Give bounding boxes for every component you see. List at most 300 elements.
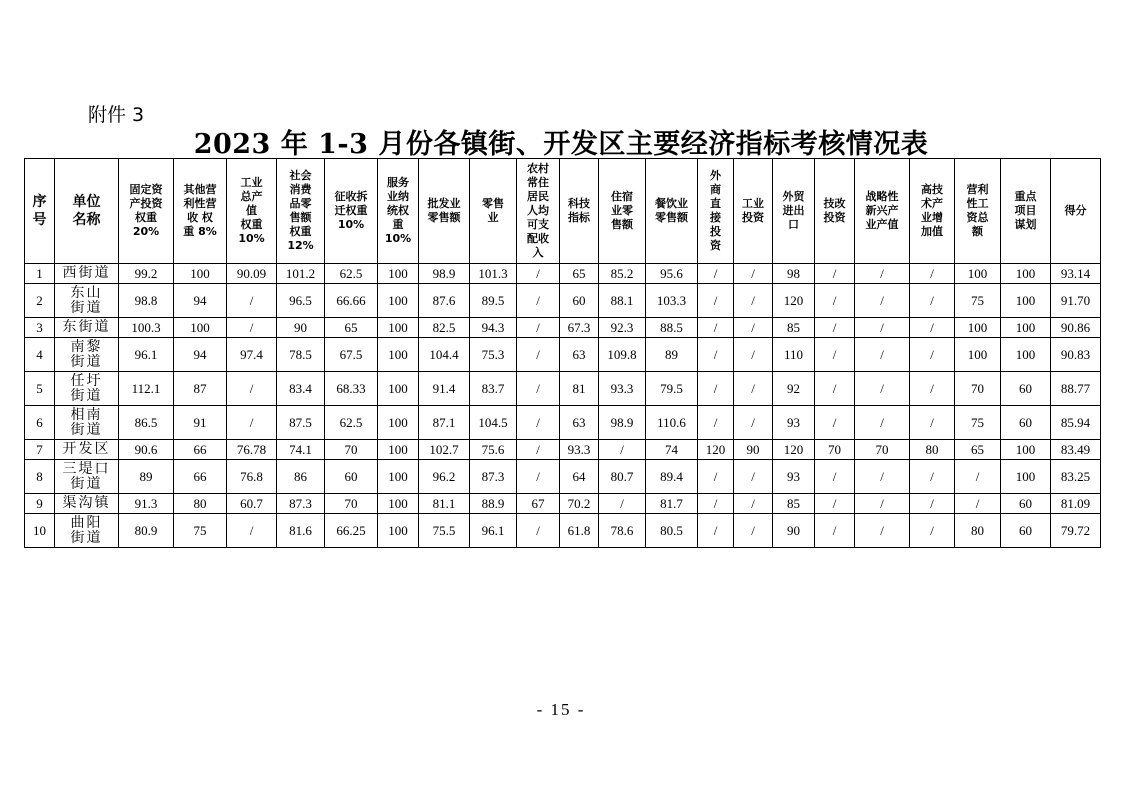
column-header-label: 工业 投资 <box>742 197 764 224</box>
table-cell: 70 <box>955 372 1001 406</box>
table-cell: 60 <box>1001 494 1051 514</box>
table-cell: 90 <box>734 440 773 460</box>
table-cell: 98.9 <box>419 264 470 284</box>
table-cell: 85 <box>773 318 815 338</box>
table-cell: 87.6 <box>419 284 470 318</box>
table-cell: 70 <box>855 440 910 460</box>
table-cell: / <box>599 440 646 460</box>
table-cell: 99.2 <box>119 264 174 284</box>
table-cell: 86 <box>277 460 325 494</box>
table-cell: / <box>698 264 734 284</box>
table-cell: / <box>815 494 855 514</box>
table-cell: 80.9 <box>119 514 174 548</box>
table-cell: 75 <box>955 406 1001 440</box>
table-cell: / <box>955 494 1001 514</box>
table-cell: / <box>517 284 560 318</box>
table-cell: 120 <box>773 284 815 318</box>
column-header <box>698 159 734 264</box>
table-cell: 82.5 <box>419 318 470 338</box>
table-cell: 81.6 <box>277 514 325 548</box>
table-cell: / <box>734 460 773 494</box>
table-cell: 60 <box>1001 514 1051 548</box>
table-cell: 100.3 <box>119 318 174 338</box>
table-cell: / <box>855 338 910 372</box>
table-cell: / <box>855 460 910 494</box>
column-header <box>1001 159 1051 264</box>
table-cell: / <box>698 318 734 338</box>
table-cell: 93.14 <box>1051 264 1101 284</box>
table-cell: 91.3 <box>119 494 174 514</box>
table-cell: 83.25 <box>1051 460 1101 494</box>
column-header-label: 餐饮业 零售额 <box>655 197 688 224</box>
unit-name: 东山 街道 <box>70 284 103 316</box>
table-cell: 60 <box>1001 406 1051 440</box>
table-cell: 90.09 <box>227 264 277 284</box>
column-header <box>55 159 119 264</box>
table-cell: 90 <box>277 318 325 338</box>
table-cell: 88.9 <box>470 494 517 514</box>
table-cell: 87.5 <box>277 406 325 440</box>
table-cell: 89.4 <box>646 460 698 494</box>
table-cell: / <box>734 264 773 284</box>
unit-name-cell <box>55 460 119 494</box>
table-cell: 91 <box>174 406 227 440</box>
column-header-label: 科技 指标 <box>568 197 590 224</box>
table-cell: 70 <box>325 494 378 514</box>
table-cell: 89 <box>119 460 174 494</box>
table-cell: / <box>517 338 560 372</box>
unit-name: 任圩 街道 <box>70 372 103 404</box>
table-cell: / <box>698 406 734 440</box>
column-header <box>325 159 378 264</box>
table-cell: / <box>517 406 560 440</box>
table-cell: 87.1 <box>419 406 470 440</box>
table-cell: 80 <box>910 440 955 460</box>
table-cell: 76.8 <box>227 460 277 494</box>
table-cell: 78.6 <box>599 514 646 548</box>
table-cell: 91.70 <box>1051 284 1101 318</box>
column-header <box>560 159 599 264</box>
unit-name-cell <box>55 440 119 460</box>
table-cell: 83.7 <box>470 372 517 406</box>
column-header <box>517 159 560 264</box>
table-header-row <box>25 159 1101 264</box>
column-header <box>646 159 698 264</box>
table-cell: 109.8 <box>599 338 646 372</box>
table-cell: / <box>734 406 773 440</box>
table-cell: 61.8 <box>560 514 599 548</box>
table-cell: / <box>734 318 773 338</box>
table-cell: 65 <box>325 318 378 338</box>
table-cell: 68.33 <box>325 372 378 406</box>
table-cell: / <box>910 284 955 318</box>
table-cell: 81.7 <box>646 494 698 514</box>
table-cell: / <box>815 264 855 284</box>
table-cell: / <box>698 372 734 406</box>
table-cell: 100 <box>378 284 419 318</box>
page-title: 2023 年 1-3 月份各镇街、开发区主要经济指标考核情况表 <box>193 129 929 160</box>
table-cell: 100 <box>1001 264 1051 284</box>
table-cell: 98 <box>773 264 815 284</box>
column-header-label: 外贸 进出 口 <box>782 190 805 231</box>
table-cell: / <box>910 338 955 372</box>
row-index-cell: 4 <box>25 338 55 372</box>
table-cell: / <box>698 494 734 514</box>
table-cell: 100 <box>1001 318 1051 338</box>
table-cell: 93 <box>773 406 815 440</box>
table-cell: 93 <box>773 460 815 494</box>
table-cell: 120 <box>773 440 815 460</box>
table-cell: 70.2 <box>560 494 599 514</box>
table-cell: 66.66 <box>325 284 378 318</box>
table-cell: 66 <box>174 440 227 460</box>
column-header-label: 批发业 零售额 <box>427 197 461 224</box>
table-cell: 87.3 <box>470 460 517 494</box>
column-header <box>119 159 174 264</box>
column-header-label: 序 号 <box>32 194 47 228</box>
table-cell: 100 <box>378 460 419 494</box>
table-cell: 120 <box>698 440 734 460</box>
table-cell: / <box>815 406 855 440</box>
table-cell: 85 <box>773 494 815 514</box>
table-cell: 79.72 <box>1051 514 1101 548</box>
table-cell: 100 <box>378 264 419 284</box>
column-header <box>734 159 773 264</box>
table-cell: 74.1 <box>277 440 325 460</box>
table-cell: 79.5 <box>646 372 698 406</box>
unit-name: 西街道 <box>62 265 111 281</box>
table-cell: 102.7 <box>419 440 470 460</box>
column-header-label: 外 商 直 接 投 资 <box>710 169 721 252</box>
table-cell: 75.5 <box>419 514 470 548</box>
column-header-label: 住宿 业零 售额 <box>611 190 633 231</box>
table-cell: 65 <box>955 440 1001 460</box>
column-header-label: 社会 消费 品零 售额 权重 12% <box>287 169 314 252</box>
column-header-label: 工业 总产 值 权重 10% <box>238 176 265 245</box>
table-cell: / <box>815 514 855 548</box>
table-row <box>25 440 1101 460</box>
table-row <box>25 318 1101 338</box>
table-cell: / <box>910 460 955 494</box>
table-cell: 83.4 <box>277 372 325 406</box>
table-cell: / <box>955 460 1001 494</box>
table-cell: 75 <box>174 514 227 548</box>
table-cell: 85.2 <box>599 264 646 284</box>
table-cell: / <box>599 494 646 514</box>
table-cell: / <box>815 284 855 318</box>
table-cell: / <box>815 460 855 494</box>
table-cell: / <box>734 514 773 548</box>
table-cell: 100 <box>378 514 419 548</box>
table-cell: 100 <box>1001 460 1051 494</box>
unit-name: 东街道 <box>62 319 111 335</box>
table-cell: 90.86 <box>1051 318 1101 338</box>
unit-name-cell <box>55 264 119 284</box>
table-row <box>25 406 1101 440</box>
attachment-label: 附件 3 <box>88 104 145 126</box>
table-cell: / <box>698 284 734 318</box>
table-cell: 63 <box>560 406 599 440</box>
table-cell: / <box>227 514 277 548</box>
table-cell: 66 <box>174 460 227 494</box>
column-header <box>470 159 517 264</box>
table-row <box>25 460 1101 494</box>
table-cell: / <box>815 372 855 406</box>
unit-name-cell <box>55 284 119 318</box>
table-cell: 86.5 <box>119 406 174 440</box>
column-header <box>855 159 910 264</box>
table-cell: / <box>910 318 955 338</box>
table-cell: 83.49 <box>1051 440 1101 460</box>
table-row <box>25 284 1101 318</box>
column-header <box>25 159 55 264</box>
column-header-label: 服务 业纳 统权 重 10% <box>384 176 412 245</box>
table-cell: 81.1 <box>419 494 470 514</box>
table-row <box>25 264 1101 284</box>
table-row <box>25 372 1101 406</box>
table-cell: / <box>227 284 277 318</box>
table-cell: 60 <box>325 460 378 494</box>
table-cell: / <box>815 318 855 338</box>
table-cell: / <box>698 460 734 494</box>
table-cell: 94 <box>174 338 227 372</box>
table-cell: 100 <box>378 338 419 372</box>
table-cell: 81.09 <box>1051 494 1101 514</box>
table-row <box>25 338 1101 372</box>
table-cell: / <box>855 284 910 318</box>
table-cell: 78.5 <box>277 338 325 372</box>
table-cell: / <box>517 318 560 338</box>
table-cell: / <box>734 372 773 406</box>
table-cell: / <box>855 264 910 284</box>
table-cell: 94.3 <box>470 318 517 338</box>
table-cell: / <box>734 338 773 372</box>
row-index-cell: 7 <box>25 440 55 460</box>
table-cell: / <box>855 514 910 548</box>
row-index-cell: 1 <box>25 264 55 284</box>
unit-name-cell <box>55 494 119 514</box>
table-cell: 90.83 <box>1051 338 1101 372</box>
table-cell: 67.5 <box>325 338 378 372</box>
table-cell: 100 <box>378 440 419 460</box>
table-cell: 75 <box>955 284 1001 318</box>
table-cell: 80 <box>955 514 1001 548</box>
unit-name: 曲阳 街道 <box>70 514 103 546</box>
table-cell: 80 <box>174 494 227 514</box>
table-cell: 100 <box>378 372 419 406</box>
column-header <box>1051 159 1101 264</box>
table-cell: 100 <box>955 338 1001 372</box>
assessment-table <box>24 158 1101 548</box>
unit-name: 南黎 街道 <box>70 338 103 370</box>
column-header <box>378 159 419 264</box>
table-cell: / <box>855 494 910 514</box>
column-header-label: 得分 <box>1064 204 1087 217</box>
unit-name: 相南 街道 <box>70 406 103 438</box>
table-cell: 96.1 <box>470 514 517 548</box>
table-cell: 80.7 <box>599 460 646 494</box>
table-cell: 88.5 <box>646 318 698 338</box>
table-cell: / <box>517 514 560 548</box>
column-header <box>277 159 325 264</box>
column-header-label: 技改 投资 <box>823 197 846 224</box>
table-cell: 88.1 <box>599 284 646 318</box>
table-cell: / <box>517 440 560 460</box>
column-header-label: 战略性 新兴产 业产值 <box>865 190 899 231</box>
column-header <box>419 159 470 264</box>
table-cell: 101.2 <box>277 264 325 284</box>
row-index-cell: 9 <box>25 494 55 514</box>
unit-name-cell <box>55 372 119 406</box>
table-cell: 88.77 <box>1051 372 1101 406</box>
table-cell: 60.7 <box>227 494 277 514</box>
table-cell: 100 <box>174 264 227 284</box>
table-cell: 100 <box>378 406 419 440</box>
column-header <box>227 159 277 264</box>
row-index-cell: 8 <box>25 460 55 494</box>
table-cell: 67 <box>517 494 560 514</box>
row-index-cell: 6 <box>25 406 55 440</box>
unit-name-cell <box>55 338 119 372</box>
column-header <box>773 159 815 264</box>
table-cell: 103.3 <box>646 284 698 318</box>
column-header-label: 其他营 利性营 收 权 重 8% <box>183 183 217 238</box>
row-index-cell: 10 <box>25 514 55 548</box>
table-cell: 63 <box>560 338 599 372</box>
table-cell: 101.3 <box>470 264 517 284</box>
table-cell: 89.5 <box>470 284 517 318</box>
table-cell: 60 <box>560 284 599 318</box>
table-cell: / <box>698 338 734 372</box>
column-header-label: 固定资 产投资 权重 20% <box>129 183 163 238</box>
table-cell: / <box>517 460 560 494</box>
table-cell: / <box>910 406 955 440</box>
table-cell: 104.5 <box>470 406 517 440</box>
table-cell: 76.78 <box>227 440 277 460</box>
unit-name-cell <box>55 318 119 338</box>
table-cell: / <box>517 372 560 406</box>
column-header <box>599 159 646 264</box>
column-header <box>955 159 1001 264</box>
table-cell: 62.5 <box>325 406 378 440</box>
column-header <box>910 159 955 264</box>
table-cell: / <box>698 514 734 548</box>
table-cell: 75.3 <box>470 338 517 372</box>
table-cell: 96.1 <box>119 338 174 372</box>
table-cell: / <box>815 338 855 372</box>
table-cell: 90 <box>773 514 815 548</box>
table-cell: 87 <box>174 372 227 406</box>
unit-name-cell <box>55 406 119 440</box>
row-index-cell: 3 <box>25 318 55 338</box>
table-cell: / <box>910 494 955 514</box>
row-index-cell: 5 <box>25 372 55 406</box>
table-cell: 70 <box>815 440 855 460</box>
table-cell: 92 <box>773 372 815 406</box>
table-cell: 96.2 <box>419 460 470 494</box>
table-cell: 100 <box>1001 284 1051 318</box>
column-header-label: 高技 术产 业增 加值 <box>921 183 943 238</box>
unit-name: 开发区 <box>62 441 111 457</box>
table-cell: 98.9 <box>599 406 646 440</box>
table-cell: / <box>855 372 910 406</box>
column-header-label: 征收拆 迁权重 10% <box>334 190 368 231</box>
table-cell: / <box>734 494 773 514</box>
table-cell: 91.4 <box>419 372 470 406</box>
table-cell: / <box>227 372 277 406</box>
row-index-cell: 2 <box>25 284 55 318</box>
table-cell: 95.6 <box>646 264 698 284</box>
table-cell: 81 <box>560 372 599 406</box>
table-cell: 100 <box>174 318 227 338</box>
table-cell: 65 <box>560 264 599 284</box>
table-cell: 100 <box>378 494 419 514</box>
column-header-label: 营利 性工 资总 额 <box>966 183 989 238</box>
table-cell: 85.94 <box>1051 406 1101 440</box>
table-cell: 94 <box>174 284 227 318</box>
table-cell: 112.1 <box>119 372 174 406</box>
page-number: - 15 - <box>536 700 586 719</box>
table-cell: / <box>910 372 955 406</box>
column-header-label: 零售 业 <box>482 197 504 224</box>
table-cell: / <box>227 406 277 440</box>
table-cell: / <box>517 264 560 284</box>
unit-name: 渠沟镇 <box>62 495 111 511</box>
column-header-label: 农村 常住 居民 人均 可支 配收 入 <box>527 162 549 259</box>
table-cell: 93.3 <box>560 440 599 460</box>
table-cell: / <box>910 264 955 284</box>
table-row <box>25 514 1101 548</box>
table-cell: 75.6 <box>470 440 517 460</box>
table-cell: 96.5 <box>277 284 325 318</box>
table-cell: 100 <box>955 318 1001 338</box>
table-cell: / <box>227 318 277 338</box>
table-cell: 67.3 <box>560 318 599 338</box>
table-cell: 100 <box>378 318 419 338</box>
table-cell: 62.5 <box>325 264 378 284</box>
unit-name: 三堤口 街道 <box>62 460 111 492</box>
table-cell: 60 <box>1001 372 1051 406</box>
table-cell: 104.4 <box>419 338 470 372</box>
table-cell: / <box>910 514 955 548</box>
table-cell: 66.25 <box>325 514 378 548</box>
table-cell: 74 <box>646 440 698 460</box>
column-header <box>174 159 227 264</box>
table-cell: 64 <box>560 460 599 494</box>
table-cell: 100 <box>1001 440 1051 460</box>
table-cell: 89 <box>646 338 698 372</box>
table-cell: / <box>734 284 773 318</box>
table-cell: 110.6 <box>646 406 698 440</box>
table-cell: / <box>855 318 910 338</box>
column-header-label: 重点 项目 谋划 <box>1014 190 1037 231</box>
table-cell: 110 <box>773 338 815 372</box>
table-cell: 80.5 <box>646 514 698 548</box>
unit-name-cell <box>55 514 119 548</box>
table-cell: 70 <box>325 440 378 460</box>
table-cell: 93.3 <box>599 372 646 406</box>
table-cell: 92.3 <box>599 318 646 338</box>
table-cell: 100 <box>1001 338 1051 372</box>
column-header-label: 单位 名称 <box>72 194 101 228</box>
table-row <box>25 494 1101 514</box>
table-cell: 98.8 <box>119 284 174 318</box>
table-cell: 100 <box>955 264 1001 284</box>
table-cell: / <box>855 406 910 440</box>
column-header <box>815 159 855 264</box>
table-cell: 97.4 <box>227 338 277 372</box>
table-cell: 87.3 <box>277 494 325 514</box>
